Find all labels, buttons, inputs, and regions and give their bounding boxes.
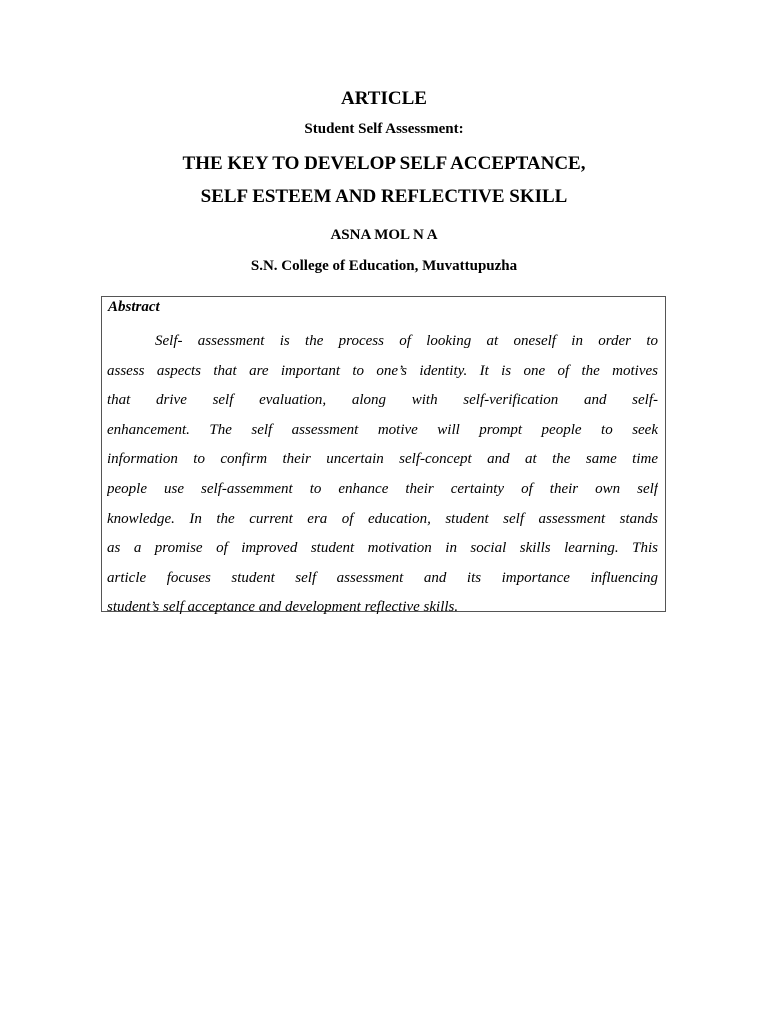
abstract-line: enhancement. The self assessment motive will prompt people to seek	[107, 421, 658, 438]
article-title-line-2: SELF ESTEEM AND REFLECTIVE SKILL	[200, 186, 568, 207]
abstract-box	[101, 296, 666, 616]
author-institution: S.N. College of Education, Muvattupuzha	[250, 258, 518, 274]
abstract-line: Self- assessment is the process of looking at oneself in order to	[155, 333, 658, 349]
article-title-line-1: THE KEY TO DEVELOP SELF ACCEPTANCE,	[182, 153, 586, 174]
abstract-heading: Abstract	[108, 299, 160, 315]
abstract-line: as a promise of improved student motivation in social skills learning. This	[107, 540, 658, 557]
article-subtitle: Student Self Assessment:	[304, 121, 464, 137]
abstract-line: student’s self acceptance and development reflective skills.	[107, 599, 459, 616]
abstract-line: people use self-assemment to enhance their certainty of their own self	[107, 480, 658, 497]
author-name: ASNA MOL N A	[330, 227, 438, 243]
abstract-line: information to confirm their uncertain self-concept and at the same time	[107, 451, 658, 468]
article-label: ARTICLE	[341, 88, 427, 109]
abstract-line: assess aspects that are important to one’s identity. It is one of the motives	[107, 362, 658, 379]
abstract-body	[107, 327, 658, 623]
abstract-line: knowledge. In the current era of education, student self assessment stands	[107, 510, 658, 527]
abstract-line: article focuses student self assessment and its importance influencing	[107, 569, 658, 586]
abstract-line: that drive self evaluation, along with self-verification and self-	[107, 392, 658, 409]
